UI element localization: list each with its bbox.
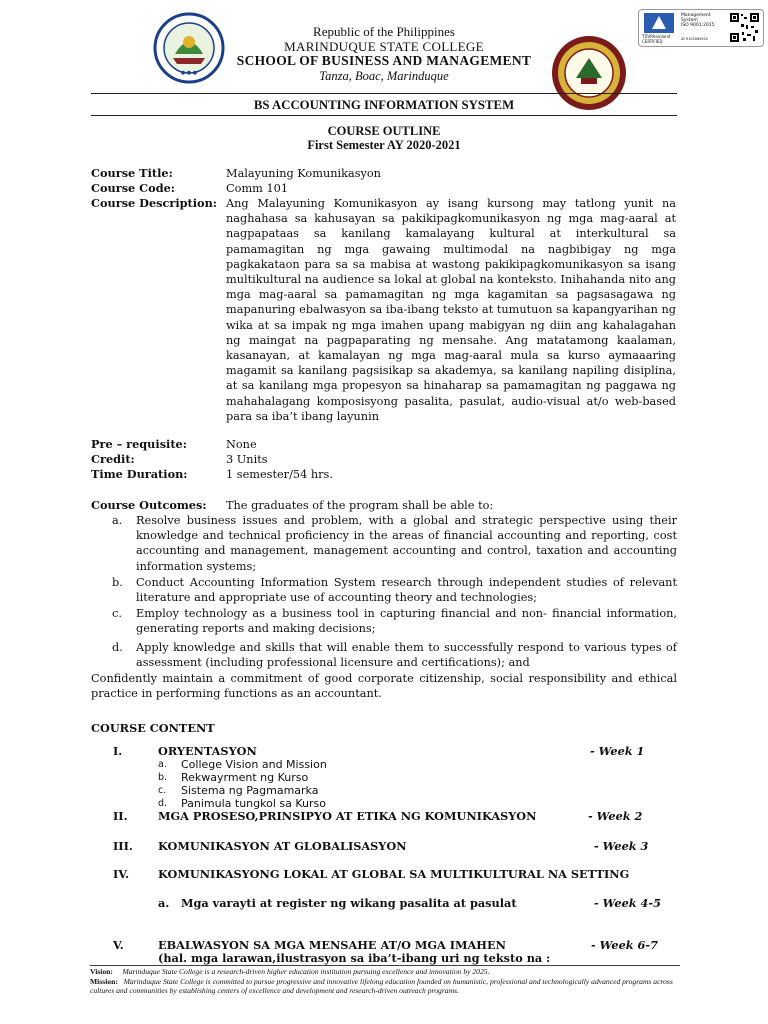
orientation-item: College Vision and Mission	[181, 758, 327, 771]
unit-title: MGA PROSESO,PRINSIPYO AT ETIKA NG KOMUNIKASYON	[158, 809, 537, 823]
outcome-letter: b.	[112, 576, 123, 589]
outcome-letter: d.	[112, 641, 123, 654]
orientation-item: Sistema ng Pagmamarka	[181, 784, 319, 797]
outcomes-label: Course Outcomes:	[91, 498, 207, 512]
course-title-value: Malayuning Komunikasyon	[226, 167, 381, 180]
outcome-item: Resolve business issues and problem, with a global and strategic perspective using their knowledge and technical proficiency in the areas of financial accounting and reporting, cost accounting and management, management accounting and control, taxation and accounting information systems;	[136, 514, 677, 573]
tuv-logo-icon	[644, 13, 674, 33]
unit-title: KOMUNIKASYONG LOKAL AT GLOBAL SA MULTIKULTURAL NA SETTING	[158, 867, 630, 881]
unit-number: II.	[113, 809, 128, 823]
unit-number: IV.	[113, 867, 130, 881]
unit-week: - Week 3	[594, 839, 649, 853]
duration-value: 1 semester/54 hrs.	[226, 468, 333, 481]
footer-vision: Vision: Marinduque State College is a research-driven higher education institution pursuing excellence and innovation by 2025.	[90, 967, 490, 976]
course-title-label: Course Title:	[91, 166, 173, 180]
prerequisite-label: Pre – requisite:	[91, 437, 187, 451]
outcome-letter: a.	[112, 514, 123, 527]
republic-line: Republic of the Philippines	[313, 24, 455, 39]
unit-number: I.	[113, 744, 123, 758]
unit-title: ORYENTASYON	[158, 744, 257, 758]
school-name: SCHOOL OF BUSINESS AND MANAGEMENT	[236, 53, 532, 68]
course-content-heading: COURSE CONTENT	[91, 721, 215, 735]
unit-title: EBALWASYON SA MGA MENSAHE AT/O MGA IMAHEN	[158, 938, 506, 952]
college-name: MARINDUQUE STATE COLLEGE	[284, 39, 484, 54]
unit-number: III.	[113, 839, 133, 853]
unit-week: - Week 6-7	[591, 938, 658, 952]
unit-week: - Week 2	[588, 809, 643, 823]
header-divider	[91, 93, 677, 94]
qr-code-icon	[729, 12, 760, 43]
orientation-letter: a.	[158, 759, 167, 770]
iso-certified: CERTIFIED	[642, 39, 663, 44]
mission-label: Mission	[90, 977, 116, 986]
outline-title: COURSE OUTLINE	[327, 124, 441, 138]
iso-brand: TÜVRheinland	[642, 34, 671, 39]
mission-text: Marinduque State College is committed to pursue progressive and innovative lifelong education founded on humanistic, professional and technologically advanced programs across cultures and communities by establishing centers of excellence and development and research-driven outreach programs.	[90, 977, 673, 996]
course-description-label: Course Description:	[91, 196, 217, 210]
orientation-item: Rekwayrment ng Kurso	[181, 771, 309, 784]
orientation-letter: b.	[158, 772, 168, 783]
course-description-text: Ang Malayuning Komunikasyon ay isang kursong may tatlong yunit na naghahasa sa kahusayan sa pakikipagkomunikasyon ng mga mag-aaral at nagpapataas sa kanilang kamalayang kultural at interkultural sa pamamagitan ng mga gawaing multimodal na nagbibigay ng mga pagkakataon para sa sa mabisa at wastong pakikipagkomunikasyon sa isang multikultural na audience sa lokal at global na konteksto. Inihahanda nito ang mga mag-aaral sa pamamagitan ng mga kagamitan sa pagsasagawa ng mapanuring ebalwasyon sa iba-ibang teksto at tumutuon sa kapangyarihan ng wika at sa impak ng mga imahen upang mabigyan ng diin ang kahalagahan ng maingat na pagpaparating ng mensahe. Ang matatamong kaalaman, kasanayan, at kamalayan ng mga mag-aaral mula sa kurso aymaaaring magamit sa kanilang pagsisikap sa akademya, sa kanilang napiling disiplina, at sa kanilang mga propesyon sa hinaharap sa pamamagitan ng paggawa ng mahahalagang komposisyong pasalita, pasulat, audio-visual at/o web-based para sa iba’t ibang layunin	[226, 197, 676, 423]
footer-divider	[90, 965, 680, 966]
unit-sub-topic: (hal. mga larawan,ilustrasyon sa iba’t-ibang uri ng teksto na :	[158, 951, 551, 965]
outcome-item: Employ technology as a business tool in capturing financial and non- financial information, generating reports and making decisions;	[136, 607, 677, 636]
outcome-item: Apply knowledge and skills that will enable them to successfully respond to various types of assessment (including professional licensure and certifications); and	[136, 641, 677, 670]
unit-sub-letter: a.	[158, 896, 170, 910]
program-title: BS ACCOUNTING INFORMATION SYSTEM	[253, 98, 515, 112]
prerequisite-value: None	[226, 438, 257, 451]
credit-label: Credit:	[91, 452, 135, 466]
credit-value: 3 Units	[226, 453, 268, 466]
unit-week: - Week 1	[590, 744, 645, 758]
iso-label-3: ISO 9001:2015	[681, 23, 715, 28]
svg-text:● ● ●: ● ● ●	[180, 70, 198, 76]
orientation-letter: c.	[158, 785, 167, 796]
course-code-value: Comm 101	[226, 182, 289, 195]
iso-certification-badge	[638, 9, 764, 47]
orientation-letter: d.	[158, 798, 168, 809]
unit-title: KOMUNIKASYON AT GLOBALISASYON	[158, 839, 407, 853]
outline-semester: First Semester AY 2020-2021	[307, 138, 461, 152]
school-address: Tanza, Boac, Marinduque	[319, 69, 449, 83]
outcomes-closing: Confidently maintain a commitment of good corporate citizenship, social responsibility and ethical practice in performing functions as an accountant.	[91, 672, 677, 701]
duration-label: Time Duration:	[91, 467, 188, 481]
orientation-item: Panimula tungkol sa Kurso	[181, 797, 326, 810]
unit-sub-topic: Mga varayti at register ng wikang pasalita at pasulat	[181, 896, 517, 910]
course-code-label: Course Code:	[91, 181, 175, 195]
outcome-item: Conduct Accounting Information System research through independent studies of relevant literature and appropriate use of accounting theory and technologies;	[136, 576, 677, 605]
footer-mission: Mission: Marinduque State College is committed to pursue progressive and innovative lifelong education founded on humanistic, professional and technologically advanced programs across cultures and communities by establishing centers of excellence and development and research-driven outreach programs.	[90, 977, 673, 996]
iso-label-2: System	[681, 18, 698, 23]
iso-id: ID 9105084920	[681, 37, 709, 41]
unit-sub-week: - Week 4-5	[594, 896, 661, 910]
vision-label: Vision	[90, 967, 111, 976]
iso-label-1: Management	[681, 13, 711, 18]
unit-number: V.	[113, 938, 124, 952]
outcome-letter: c.	[112, 607, 122, 620]
outcomes-intro: The graduates of the program shall be able to:	[226, 499, 494, 512]
vision-text: Marinduque State College is a research-driven higher education institution pursuing excellence and innovation by 2025.	[122, 967, 490, 976]
program-divider	[91, 115, 677, 116]
